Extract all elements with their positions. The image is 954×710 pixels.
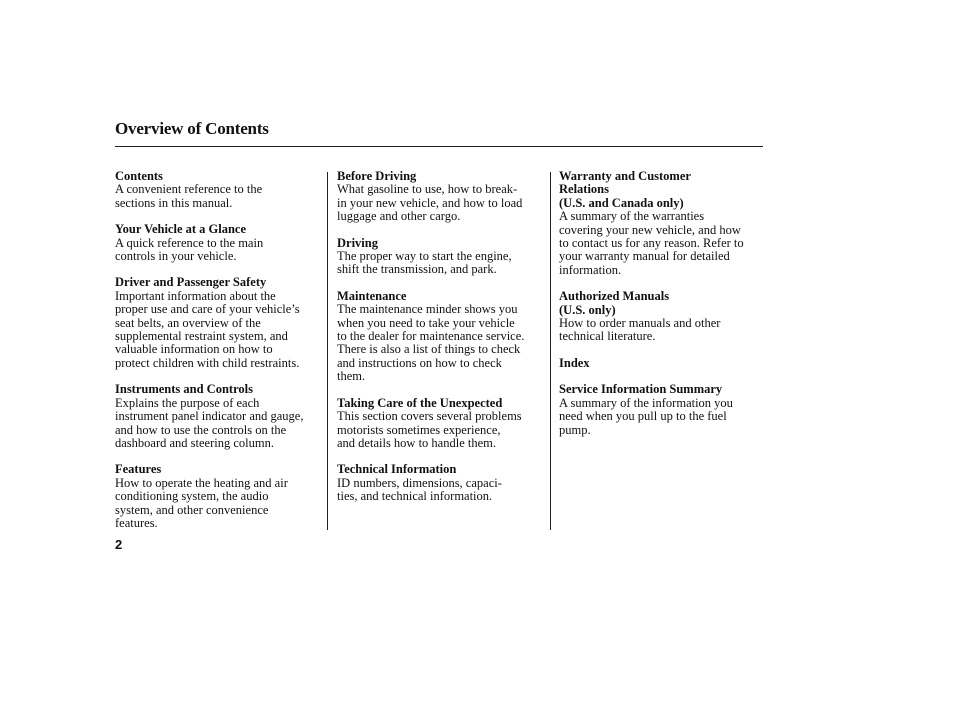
title-divider [115,146,763,147]
section-heading: Maintenance [337,288,407,303]
section-driving [337,237,547,277]
section-instruments-and-controls [115,383,325,450]
section-description: A summary of the warranties covering your new vehicle, and how to contact us for any reason. Refer to your warranty manual for detailed information. [559,209,744,277]
section-heading: Service Information Summary [559,382,723,397]
page-number: 2 [115,537,123,552]
section-heading: Technical Information [337,462,457,477]
section-description: The proper way to start the engine, shift the transmission, and park. [337,249,512,277]
section-description: Important information about the proper use and care of your vehicle’s seat belts, an overview of the supplemental restraint system, and valuable information on how to protect children with child restraints. [115,288,300,370]
section-heading: Authorized Manuals (U.S. only) [559,289,670,317]
section-heading: Driver and Passenger Safety [115,275,267,290]
section-description: How to order manuals and other technical literature. [559,316,721,344]
section-heading: Features [115,462,162,477]
section-description: A quick reference to the main controls in your vehicle. [115,235,264,264]
section-heading: Driving [337,235,378,250]
section-warranty-and-customer-relations [559,170,763,277]
section-heading: Instruments and Controls [115,382,253,397]
section-heading: Your Vehicle at a Glance [115,222,247,237]
section-authorized-manuals [559,290,763,344]
section-driver-and-passenger-safety [115,276,325,370]
section-maintenance [337,290,547,384]
column-divider [327,172,328,530]
section-service-information-summary [559,383,763,437]
section-description: Explains the purpose of each instrument panel indicator and gauge, and how to use the controls on the dashboard and steering column. [115,395,304,450]
section-index [559,357,763,370]
section-contents [115,170,325,210]
section-taking-care-of-the-unexpected [337,397,547,451]
section-heading: Contents [115,169,163,183]
section-heading: Before Driving [337,169,417,183]
column-divider [550,172,551,530]
section-features [115,463,325,530]
contents-column-3 [559,170,763,450]
contents-column-1 [115,170,325,543]
section-heading: Taking Care of the Unexpected [337,395,503,410]
section-heading: Warranty and Customer Relations (U.S. and Canada only) [559,169,691,210]
section-description: A convenient reference to the sections in this manual. [115,182,263,210]
section-heading: Index [559,355,590,370]
section-description: How to operate the heating and air conditioning system, the audio system, and other convenience features. [115,475,288,530]
section-description: What gasoline to use, how to break- in your new vehicle, and how to load luggage and other cargo. [337,182,523,224]
section-description: ID numbers, dimensions, capaci- ties, and technical information. [337,475,502,504]
section-before-driving [337,170,547,224]
page-title: Overview of Contents [115,119,269,138]
section-technical-information [337,463,547,503]
section-description: A summary of the information you need when you pull up to the fuel pump. [559,395,733,437]
section-description: This section covers several problems motorists sometimes experience, and details how to handle them. [337,409,522,450]
section-your-vehicle-at-a-glance [115,223,325,263]
contents-column-2 [337,170,547,517]
section-description: The maintenance minder shows you when you need to take your vehicle to the dealer for maintenance service. There is also a list of things to check and instructions on how to check them. [337,302,525,384]
